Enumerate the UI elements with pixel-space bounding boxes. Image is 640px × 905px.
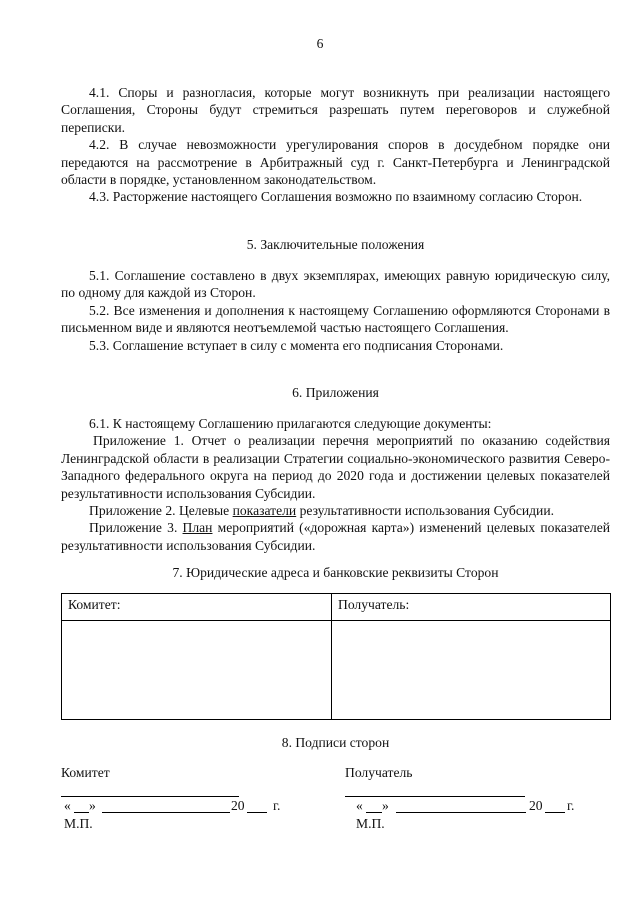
appendix-3-link: План [182,520,213,536]
appendix-2-link: показатели [232,503,297,519]
signature-left-party: Комитет [61,765,110,780]
clause-6-1: 6.1. К настоящему Соглашению прилагаются следующие документы: [89,416,492,431]
section-6 [61,384,610,554]
signature-right-date-open: « [356,798,363,813]
signature-right-day-line [366,812,382,813]
section-5-title: 5. Заключительные положения [246,237,425,252]
signature-right-year-prefix: 20 [529,798,543,813]
signature-left-stamp: М.П. [64,816,93,831]
requisites-header-recipient: Получатель: [332,594,611,621]
signature-right-party: Получатель [345,765,413,780]
signature-left-year-suffix: г. [273,798,281,813]
signature-left-line [61,796,239,797]
clause-4-2: 4.2. В случае невозможности урегулирования споров в досудебном порядке они передаются на рассмотрение в Арбитражный суд г. Санкт-Петербурга и Ленинградской области в порядке, установленном законодательством. [61,137,610,188]
section-4 [61,84,610,206]
clause-5-3: 5.3. Соглашение вступает в силу с момента его подписания Сторонами. [89,337,504,353]
appendix-1: Приложение 1. Отчет о реализации перечня мероприятий по оказанию содействия Ленинградской области в реализации Стратегии социально-экономического развития Северо-Западного федерального округа на период до 2020 года и достижении целевых показателей результативности использования Субсидии. [61,433,610,501]
signature-right-stamp: М.П. [356,816,385,831]
signature-left-year-line [247,812,267,813]
section-7-title: 7. Юридические адреса и банковские реквизиты Сторон [172,565,499,580]
appendix-3: Приложение 3. План мероприятий («дорожная карта») изменений целевых показателей результативности использования Субсидии. [61,520,610,553]
signature-right-year-line [545,812,565,813]
requisites-cell-committee [62,621,332,720]
signature-right-line [345,796,525,797]
section-5 [61,236,610,354]
signature-left-month-line [102,812,230,813]
signature-left-date-close: » [89,798,96,813]
requisites-table [61,593,611,720]
signature-left-year-prefix: 20 [231,798,245,813]
requisites-header-committee: Комитет: [62,594,332,621]
appendix-2: Приложение 2. Целевые показатели результативности использования Субсидии. [89,503,555,519]
section-6-title: 6. Приложения [292,385,379,400]
section-8-title: 8. Подписи сторон [281,735,390,750]
clause-5-1: 5.1. Соглашение составлено в двух экземплярах, имеющих равную юридическую силу, по одному для каждой из Сторон. [61,268,610,301]
clause-4-3: 4.3. Расторжение настоящего Соглашения возможно по взаимному согласию Сторон. [89,189,583,205]
clause-4-1: 4.1. Споры и разногласия, которые могут возникнуть при реализации настоящего Соглашения, Стороны будут стремиться разрешать путем переговоров и служебной переписки. [61,85,610,135]
signature-right-date-close: » [382,798,389,813]
signature-right-year-suffix: г. [567,798,575,813]
page-number: 6 [316,36,324,51]
requisites-cell-recipient [332,621,611,720]
section-8 [61,734,610,751]
signature-left-date-open: « [64,798,71,813]
signature-right-month-line [396,812,526,813]
clause-5-2: 5.2. Все изменения и дополнения к настоящему Соглашению оформляются Сторонами в письменном виде и являются неотъемлемой частью настоящего Соглашения. [61,302,610,336]
signature-left-day-line [74,812,89,813]
section-7 [61,564,610,581]
